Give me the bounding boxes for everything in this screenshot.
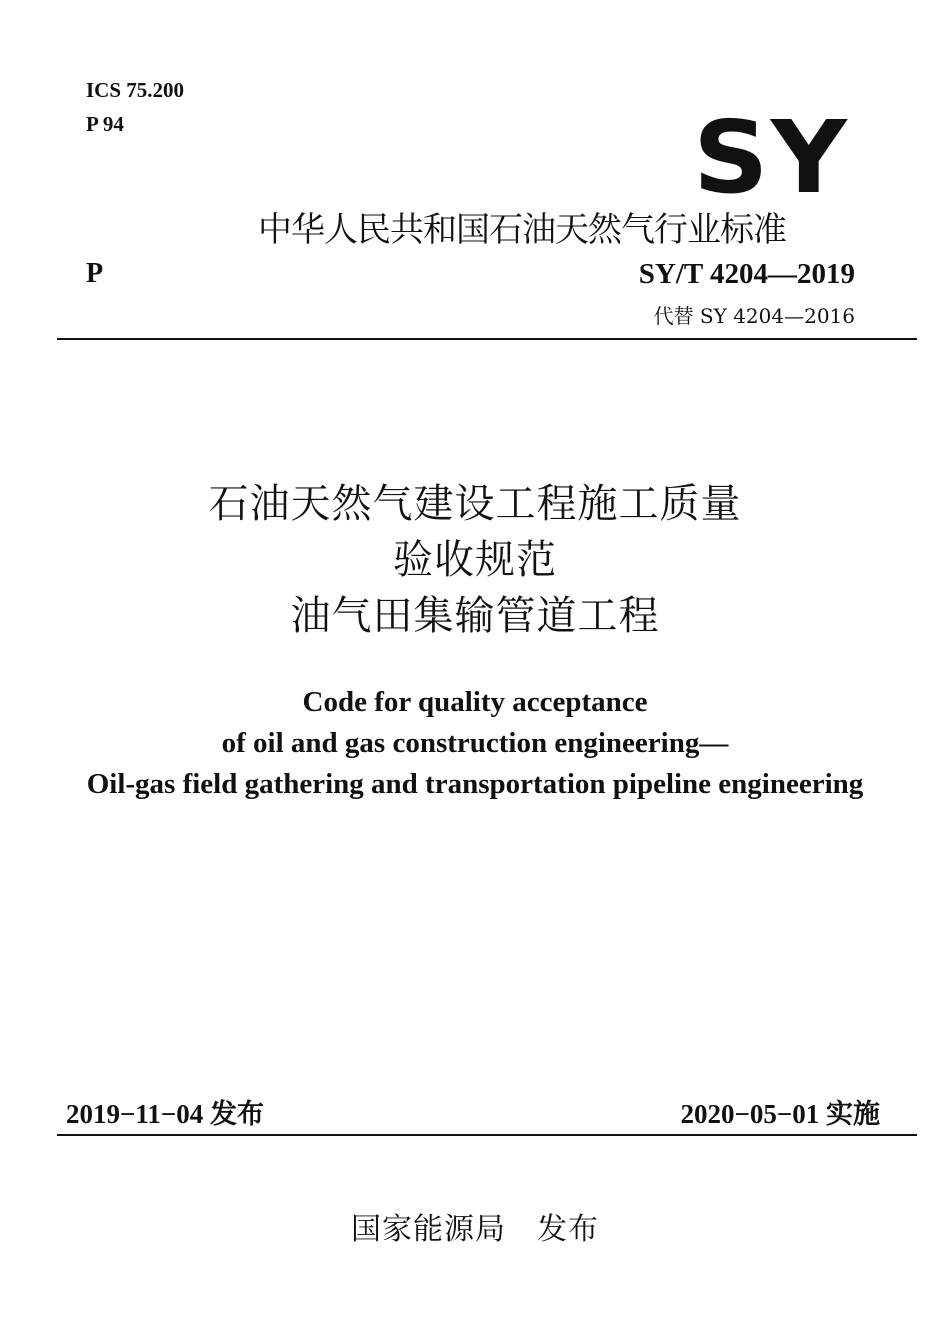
effective-date: 2020−05−01 实施 [680,1099,880,1129]
top-divider [57,338,917,340]
industry-standard-title: 中华人民共和国石油天然气行业标准 [258,210,786,250]
title-en-line-2: of oil and gas construction engineering— [221,727,729,759]
sy-logo-text: SY [693,99,849,216]
title-cn-line-1: 石油天然气建设工程施工质量 [208,481,742,527]
sy-logo [693,99,858,216]
classification-code: P 94 [86,112,124,136]
category-letter: P [86,258,104,289]
title-cn-line-2: 验收规范 [393,537,557,583]
issue-date: 2019−11−04 发布 [66,1099,265,1129]
standard-number: SY/T 4204—2019 [638,258,855,290]
issuing-authority: 国家能源局 发布 [351,1212,599,1247]
ics-code: ICS 75.200 [86,78,185,102]
title-en-line-1: Code for quality acceptance [302,686,648,718]
bottom-divider [57,1134,917,1136]
replaces-standard: 代替 SY 4204—2016 [653,304,855,328]
title-en-line-3: Oil-gas field gathering and transportation pipeline engineering [86,768,864,800]
title-cn-line-3: 油气田集输管道工程 [290,593,660,639]
